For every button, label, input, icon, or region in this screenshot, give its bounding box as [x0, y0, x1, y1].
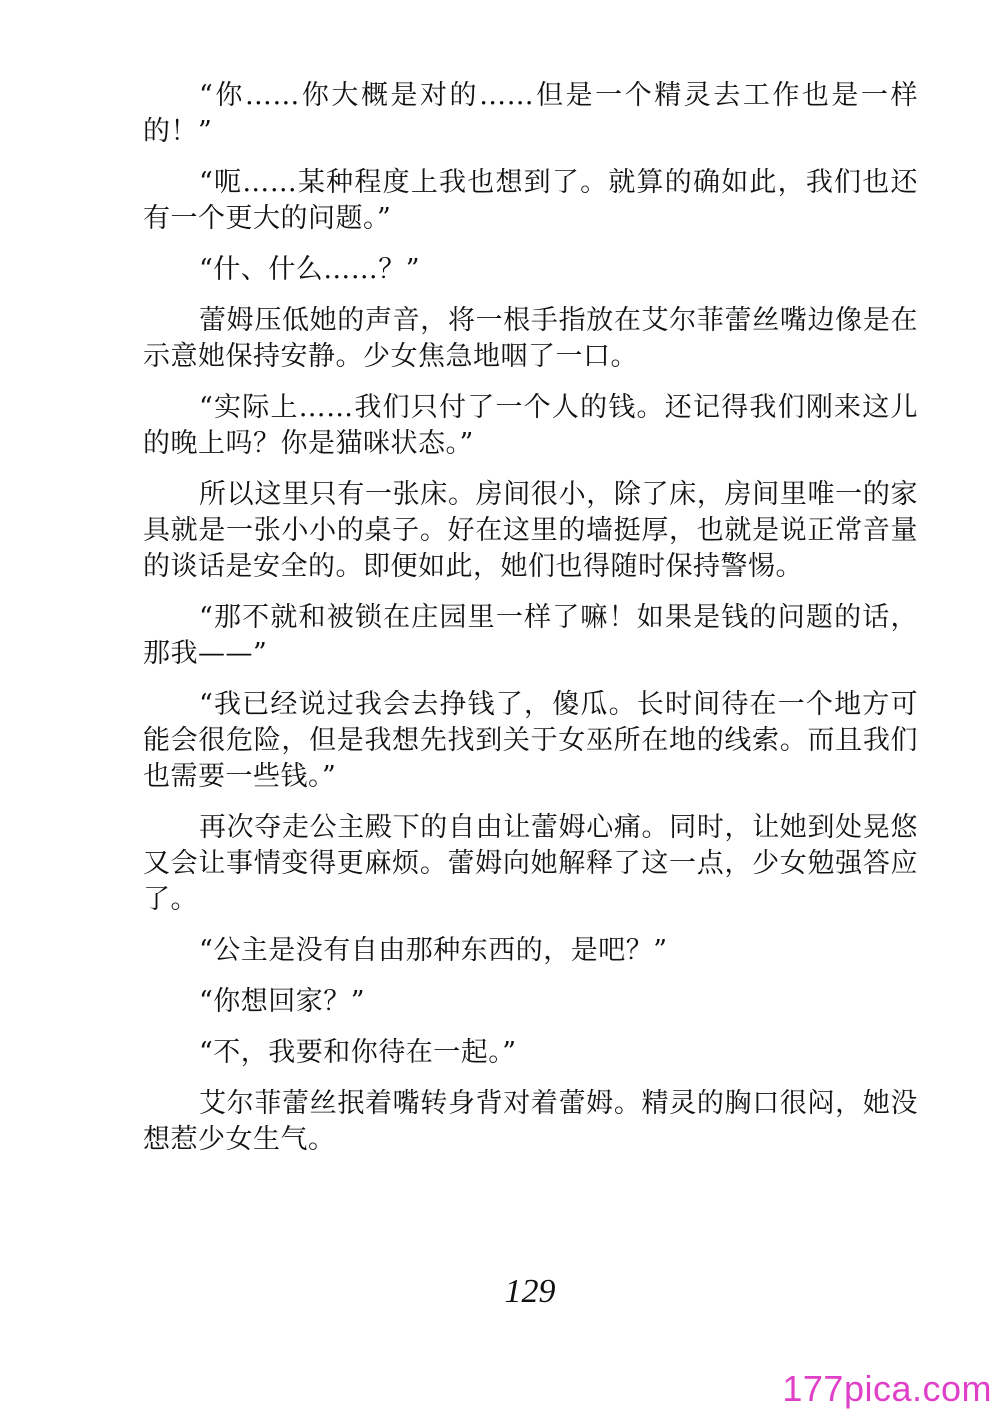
paragraph: “什、什么……？” — [199, 254, 421, 285]
paragraph: “我已经说过我会去挣钱了，傻瓜。长时间待在一个地方可能会很危险，但是我想先找到关于女巫所在地的线索。而且我们也需要一些钱。” — [143, 689, 918, 792]
paragraph: “实际上……我们只付了一个人的钱。还记得我们刚来这儿的晚上吗？你是猫咪状态。” — [143, 392, 918, 459]
paragraph: “不，我要和你待在一起。” — [199, 1037, 517, 1068]
paragraph: 艾尔菲蕾丝抿着嘴转身背对着蕾姆。精灵的胸口很闷，她没想惹少女生气。 — [143, 1088, 918, 1155]
paragraph: “呃……某种程度上我也想到了。就算的确如此，我们也还有一个更大的问题。” — [143, 167, 918, 234]
paragraph: 再次夺走公主殿下的自由让蕾姆心痛。同时，让她到处晃悠又会让事情变得更麻烦。蕾姆向她解释了这一点，少女勉强答应了。 — [143, 812, 918, 915]
watermark-text: 177pica.com — [782, 1368, 992, 1409]
paragraph: 所以这里只有一张床。房间很小，除了床，房间里唯一的家具就是一张小小的桌子。好在这里的墙挺厚，也就是说正常音量的谈话是安全的。即便如此，她们也得随时保持警惕。 — [143, 479, 918, 582]
paragraph: “你想回家？” — [199, 986, 366, 1017]
paragraph: 蕾姆压低她的声音，将一根手指放在艾尔菲蕾丝嘴边像是在示意她保持安静。少女焦急地咽了一口。 — [143, 305, 918, 372]
paragraph: “那不就和被锁在庄园里一样了嘛！如果是钱的问题的话，那我——” — [143, 602, 918, 669]
paragraph: “公主是没有自由那种东西的，是吧？” — [199, 935, 668, 966]
page-number: 129 — [504, 1273, 556, 1310]
body-text — [143, 78, 918, 1173]
paragraph: “你……你大概是对的……但是一个精灵去工作也是一样的！” — [143, 80, 918, 147]
